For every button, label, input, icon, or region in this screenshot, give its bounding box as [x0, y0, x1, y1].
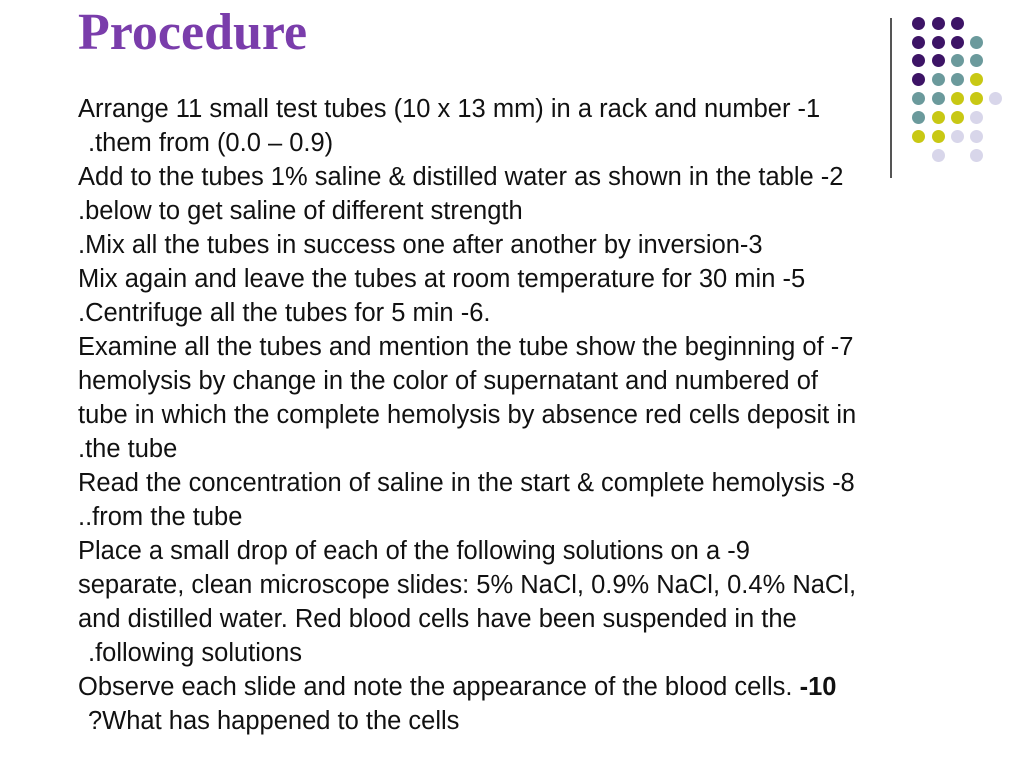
decor-dot [970, 73, 983, 86]
decor-dot [951, 36, 964, 49]
procedure-line-text: Observe each slide and note the appearance of the blood cells. [78, 673, 793, 701]
decor-dot [951, 73, 964, 86]
procedure-line: .the tube [78, 435, 178, 463]
decor-dot [970, 36, 983, 49]
procedure-line: Place a small drop of each of the following solutions on a -9 [78, 537, 750, 565]
decor-dot [932, 36, 945, 49]
slide-title: Procedure [78, 4, 308, 61]
procedure-line: ?What has happened to the cells [88, 707, 460, 735]
procedure-line: .them from (0.0 – 0.9) [88, 129, 334, 157]
decor-dot [970, 149, 983, 162]
procedure-line: Mix again and leave the tubes at room temperature for 30 min -5 [78, 265, 806, 293]
procedure-line: Examine all the tubes and mention the tube show the beginning of -7 [78, 333, 854, 361]
procedure-line: hemolysis by change in the color of supernatant and numbered of [78, 367, 818, 395]
procedure-line [78, 670, 958, 704]
procedure-steps [78, 92, 958, 738]
decor-dot [912, 17, 925, 30]
procedure-line: Read the concentration of saline in the start & complete hemolysis -8 [78, 469, 855, 497]
procedure-line: .below to get saline of different strength [78, 197, 523, 225]
decor-dot [951, 54, 964, 67]
decor-dot [970, 130, 983, 143]
decor-dot [951, 17, 964, 30]
procedure-line: .following solutions [88, 639, 303, 667]
decor-dot [970, 92, 983, 105]
decor-dot [932, 73, 945, 86]
decor-dot [912, 73, 925, 86]
decor-dot [932, 17, 945, 30]
procedure-line: ..from the tube [78, 503, 243, 531]
procedure-line: .Mix all the tubes in success one after another by inversion-3 [78, 231, 763, 259]
decor-dot [970, 111, 983, 124]
procedure-line: Add to the tubes 1% saline & distilled water as shown in the table -2 [78, 163, 844, 191]
decor-dot [912, 36, 925, 49]
procedure-line: and distilled water. Red blood cells have been suspended in the [78, 605, 797, 633]
decor-dot [970, 54, 983, 67]
procedure-line: tube in which the complete hemolysis by absence red cells deposit in [78, 401, 857, 429]
decor-dot [989, 92, 1002, 105]
procedure-line: .Centrifuge all the tubes for 5 min -6. [78, 299, 491, 327]
procedure-line: separate, clean microscope slides: 5% NaCl, 0.9% NaCl, 0.4% NaCl, [78, 571, 857, 599]
decor-dot [912, 54, 925, 67]
procedure-line: Arrange 11 small test tubes (10 x 13 mm) in a rack and number -1 [78, 95, 821, 123]
step-number: -10 [799, 673, 837, 701]
decor-dot [932, 54, 945, 67]
